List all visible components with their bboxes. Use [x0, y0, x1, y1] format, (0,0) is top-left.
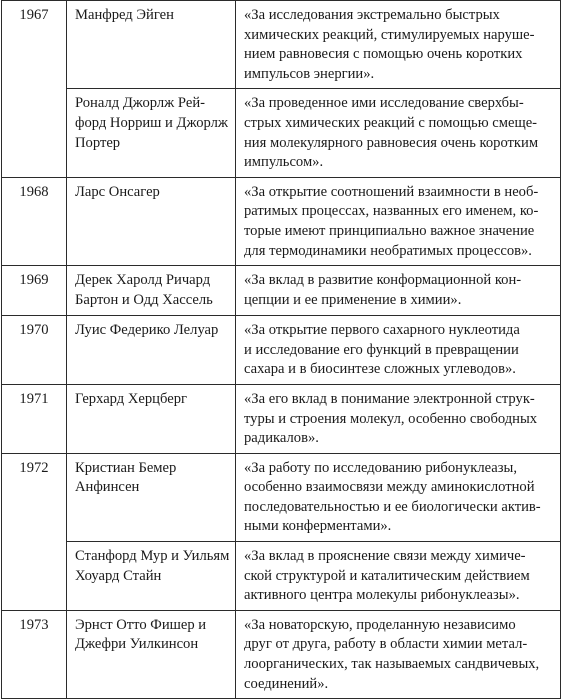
motivation-line: радикалов». [244, 430, 319, 447]
motivation-line: химических реакций, стимулируемых наруше- [244, 26, 535, 43]
table-row [2, 177, 561, 265]
table-row [2, 316, 561, 385]
laureate-line: Эрнст Отто Фишер и [75, 616, 207, 633]
motivation-line: соединений». [244, 675, 329, 692]
laureate-cell [67, 610, 236, 698]
table-row [2, 1, 561, 89]
table-row [2, 453, 561, 541]
laureate-line: Анфинсен [75, 479, 140, 496]
motivation-line: стрых химических реакций с помощью смеще- [244, 114, 538, 131]
table-row [2, 89, 561, 177]
year-cell: 1967 [2, 1, 67, 178]
laureate-line: Ларс Онсагер [75, 183, 160, 200]
laureate-line: Луис Федерико Лелуар [75, 322, 219, 339]
laureate-cell [67, 89, 236, 177]
motivation-line: для термодинамики необратимых процессов». [244, 242, 532, 259]
motivation-line: и исследование его функций в превращении [244, 341, 519, 358]
laureate-line: Кристиан Бемер [75, 459, 177, 476]
motivation-line: ской структурой и каталитическим действием [244, 567, 530, 584]
laureate-cell [67, 453, 236, 541]
motivation-cell [236, 542, 561, 611]
motivation-cell [236, 1, 561, 89]
table-row [2, 542, 561, 611]
motivation-cell [236, 89, 561, 177]
motivation-line: ными конферментами». [244, 518, 392, 535]
laureate-line: Джефри Уилкинсон [75, 636, 199, 653]
motivation-line: лоорганических, так называемых сандвичевых, [244, 656, 540, 673]
motivation-line: «За вклад в развитие конформационной кон- [244, 272, 522, 289]
motivation-cell [236, 610, 561, 698]
laureate-line: Герхард Херцберг [75, 390, 187, 407]
laureate-cell [67, 177, 236, 265]
motivation-line: «За вклад в прояснение связи между химиче- [244, 548, 526, 565]
laureate-cell [67, 316, 236, 385]
motivation-line: импульсов энергии». [244, 65, 375, 82]
motivation-line: импульсом». [244, 154, 324, 171]
motivation-line: «За работу по исследованию рибонуклеазы, [244, 459, 517, 476]
table-row [2, 610, 561, 698]
laureate-line: Станфорд Мур и Уильям [75, 548, 230, 565]
motivation-line: «За новаторскую, проделанную независимо [244, 616, 516, 633]
year-cell: 1968 [2, 177, 67, 265]
laureate-line: форд Норриш и Джорлж [75, 114, 228, 131]
year-cell: 1973 [2, 610, 67, 698]
laureate-cell [67, 266, 236, 316]
motivation-line: сахара и в биосинтезе сложных углеводов». [244, 361, 516, 378]
laureate-line: Бартон и Одд Хассель [75, 291, 213, 308]
table-row [2, 384, 561, 453]
laureate-line: Портер [75, 134, 121, 151]
motivation-line: туры и строения молекул, особенно свободных [244, 410, 538, 427]
motivation-cell [236, 453, 561, 541]
motivation-line: «За его вклад в понимание электронной струк- [244, 390, 535, 407]
motivation-line: ратимых процессах, названных его именем, ко- [244, 203, 539, 220]
laureate-cell [67, 384, 236, 453]
motivation-cell [236, 266, 561, 316]
nobel-chemistry-table [1, 0, 561, 699]
year-cell: 1972 [2, 453, 67, 610]
motivation-line: нием равновесия с помощью очень коротких [244, 46, 523, 63]
laureate-line: Манфред Эйген [75, 7, 174, 23]
motivation-line: цепции и ее применение в химии». [244, 291, 462, 308]
motivation-cell [236, 177, 561, 265]
laureate-line: Дерек Харолд Ричард [75, 272, 211, 289]
laureate-cell [67, 542, 236, 611]
year-cell: 1970 [2, 316, 67, 385]
motivation-line: «За проведенное ими исследование сверхбы- [244, 95, 524, 112]
year-cell: 1969 [2, 266, 67, 316]
motivation-line: ния молекулярного равновесия очень коротким [244, 134, 539, 151]
motivation-line: друг от друга, работу в области химии метал- [244, 636, 528, 653]
motivation-cell [236, 384, 561, 453]
motivation-line: активного центра молекулы рибонуклеазы». [244, 587, 520, 604]
motivation-line: последовательностью и ее биологически актив- [244, 498, 541, 515]
motivation-line: «За исследования экстремально быстрых [244, 7, 500, 23]
laureate-line: Хоуард Стайн [75, 567, 162, 584]
year-cell: 1971 [2, 384, 67, 453]
motivation-line: «За открытие первого сахарного нуклеотида [244, 322, 520, 339]
motivation-line: торые имеют принципиально важное значение [244, 222, 535, 239]
laureate-cell [67, 1, 236, 89]
laureate-line: Роналд Джорлж Рей- [75, 95, 205, 112]
table-row [2, 266, 561, 316]
motivation-line: особенно взаимосвязи между аминокислотной [244, 479, 535, 496]
table-body [2, 1, 561, 699]
motivation-line: «За открытие соотношений взаимности в необ- [244, 183, 539, 200]
motivation-cell [236, 316, 561, 385]
